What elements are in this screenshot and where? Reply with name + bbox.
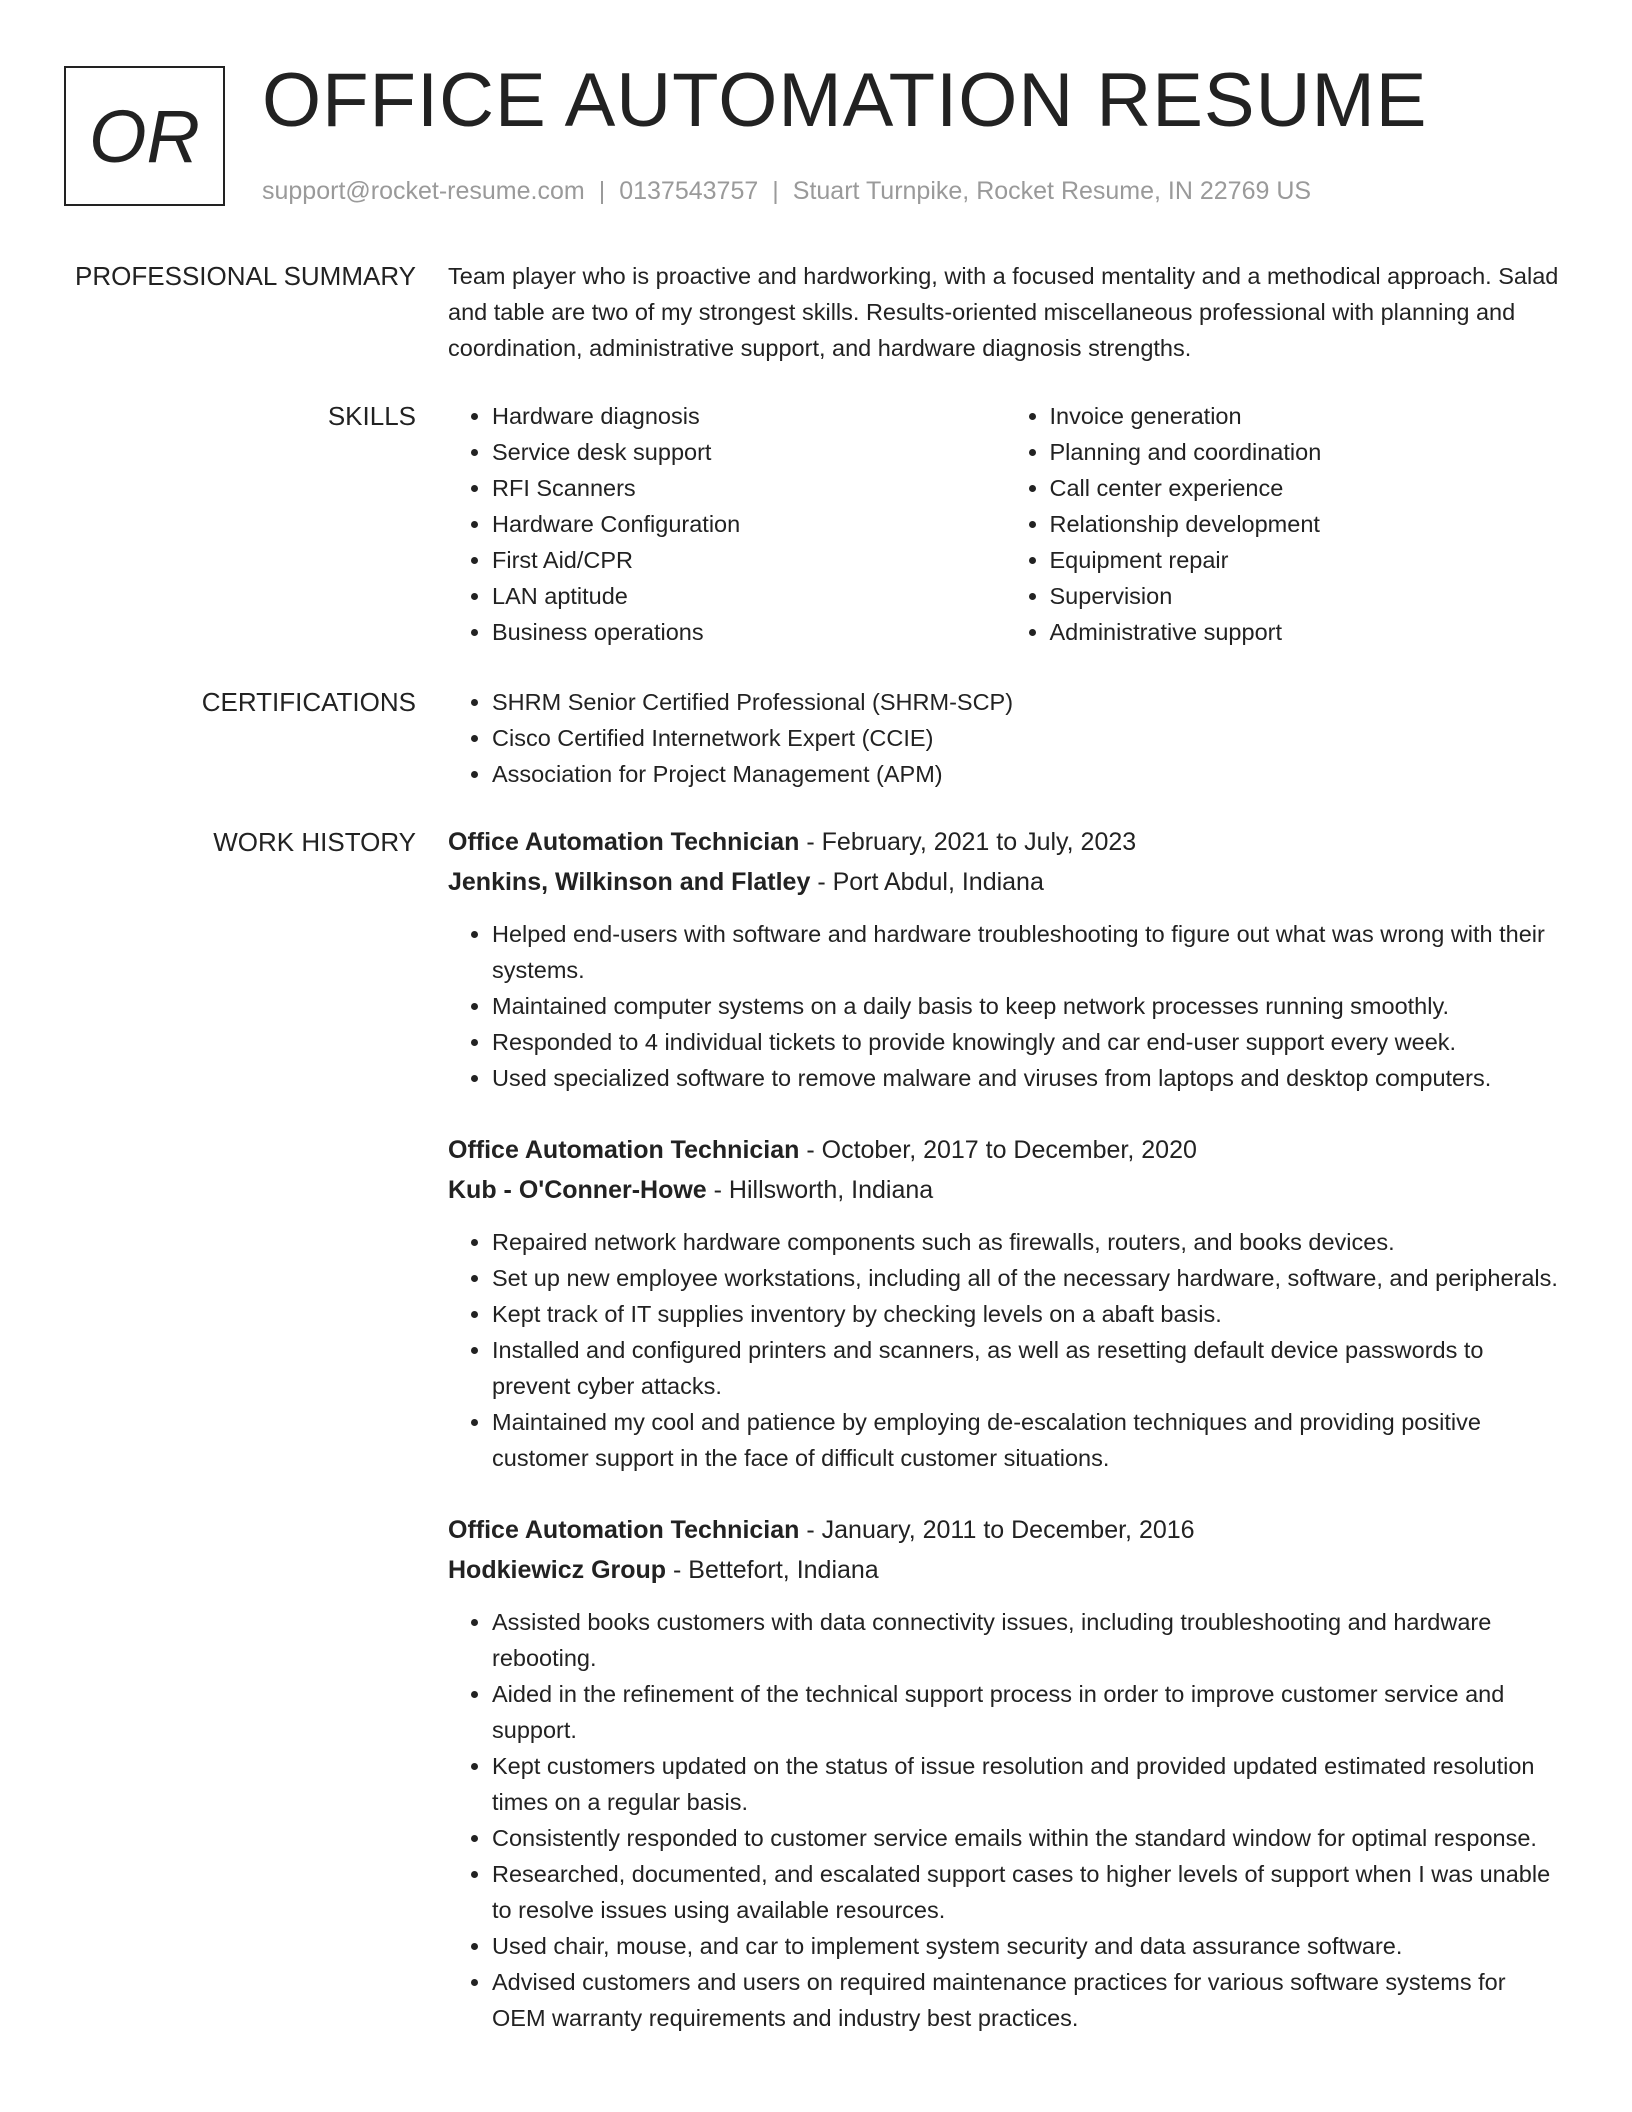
job-dates: - February, 2021 to July, 2023 — [799, 828, 1137, 856]
certification-item: • Association for Project Management (APM) — [492, 756, 1563, 792]
skill-item: • Invoice generation — [1050, 398, 1564, 434]
skills-heading: SKILLS — [327, 401, 416, 431]
certification-item: • SHRM Senior Certified Professional (SHRM-SCP) — [492, 684, 1563, 720]
job-dates: - January, 2011 to December, 2016 — [799, 1516, 1195, 1544]
skill-item: • LAN aptitude — [492, 578, 1006, 614]
summary-heading: PROFESSIONAL SUMMARY — [75, 261, 416, 291]
job-duties-list — [448, 1224, 1563, 1476]
job-company: Jenkins, Wilkinson and Flatley — [448, 868, 811, 896]
job-duty-item: • Consistently responded to customer service emails within the standard window for optimal response. — [492, 1820, 1563, 1856]
skill-item: • First Aid/CPR — [492, 542, 1006, 578]
job-entry — [448, 1130, 1563, 1476]
job-company-line — [448, 1170, 1563, 1210]
job-duty-item: • Kept track of IT supplies inventory by checking levels on a abaft basis. — [492, 1296, 1563, 1332]
work-history-body — [448, 822, 1563, 2070]
job-location: - Hillsworth, Indiana — [706, 1176, 934, 1204]
job-company-line — [448, 1550, 1563, 1590]
job-duty-item: • Assisted books customers with data connectivity issues, including troubleshooting and hardware rebooting. — [492, 1604, 1563, 1676]
job-title: Office Automation Technician — [448, 1516, 800, 1544]
contact-email: support@rocket-resume.com — [262, 177, 585, 205]
job-entry — [448, 1510, 1563, 2036]
skill-item: • Planning and coordination — [1050, 434, 1564, 470]
job-duty-item: • Helped end-users with software and hardware troubleshooting to figure out what was wrong with their systems. — [492, 916, 1563, 988]
skill-item: • RFI Scanners — [492, 470, 1006, 506]
job-title-line — [448, 822, 1563, 862]
job-title-line — [448, 1130, 1563, 1170]
job-duty-item: • Advised customers and users on required maintenance practices for various software systems for OEM warranty requirements and industry best practices. — [492, 1964, 1563, 2036]
contact-separator: | — [598, 177, 606, 205]
job-duty-item: • Responded to 4 individual tickets to provide knowingly and car end-user support every week. — [492, 1024, 1563, 1060]
job-title: Office Automation Technician — [448, 1136, 800, 1164]
job-duty-item: • Maintained my cool and patience by employing de-escalation techniques and providing positive customer support in the face of difficult customer situations. — [492, 1404, 1563, 1476]
skill-item: • Equipment repair — [1050, 542, 1564, 578]
job-duty-item: • Installed and configured printers and scanners, as well as resetting default device passwords to prevent cyber attacks. — [492, 1332, 1563, 1404]
job-company: Hodkiewicz Group — [448, 1556, 667, 1584]
summary-body — [448, 258, 1563, 366]
resume-header — [0, 0, 1632, 240]
skill-item: • Administrative support — [1050, 614, 1564, 650]
job-duty-item: • Kept customers updated on the status of issue resolution and provided updated estimated resolution times on a regular basis. — [492, 1748, 1563, 1820]
job-duty-item: • Repaired network hardware components such as firewalls, routers, and books devices. — [492, 1224, 1563, 1260]
certifications-list — [448, 684, 1563, 792]
skills-body — [448, 398, 1563, 650]
job-duty-item: • Maintained computer systems on a daily basis to keep network processes running smoothly. — [492, 988, 1563, 1024]
certification-item: • Cisco Certified Internetwork Expert (CCIE) — [492, 720, 1563, 756]
summary-text: Team player who is proactive and hardworking, with a focused mentality and a methodical approach. Salad and table are two of my strongest skills. Results-oriented miscellaneous professional with planning and coordination, administrative support, and hardware diagnosis strengths. — [448, 263, 1559, 361]
work-history-heading: WORK HISTORY — [213, 827, 416, 857]
skill-item: • Supervision — [1050, 578, 1564, 614]
certifications-body — [448, 684, 1563, 792]
job-duty-item: • Used chair, mouse, and car to implement system security and data assurance software. — [492, 1928, 1563, 1964]
job-entry — [448, 822, 1563, 1096]
page-title: OFFICE AUTOMATION RESUME — [262, 58, 1428, 143]
job-title-line — [448, 1510, 1563, 1550]
job-duties-list — [448, 1604, 1563, 2036]
job-duty-item: • Used specialized software to remove malware and viruses from laptops and desktop computers. — [492, 1060, 1563, 1096]
job-location: - Bettefort, Indiana — [666, 1556, 879, 1584]
job-location: - Port Abdul, Indiana — [810, 868, 1044, 896]
job-company-line — [448, 862, 1563, 902]
job-duty-item: • Researched, documented, and escalated support cases to higher levels of support when I was unable to resolve issues using available resources. — [492, 1856, 1563, 1928]
skill-item: • Relationship development — [1050, 506, 1564, 542]
contact-line — [262, 174, 1311, 208]
skills-list-right — [1006, 398, 1564, 650]
skill-item: • Hardware diagnosis — [492, 398, 1006, 434]
skill-item: • Business operations — [492, 614, 1006, 650]
certifications-heading: CERTIFICATIONS — [201, 687, 416, 717]
contact-separator: | — [772, 177, 779, 205]
skill-item: • Service desk support — [492, 434, 1006, 470]
skill-item: • Hardware Configuration — [492, 506, 1006, 542]
job-dates: - October, 2017 to December, 2020 — [799, 1136, 1197, 1164]
job-company: Kub - O'Conner-Howe — [448, 1176, 707, 1204]
monogram-logo: OR — [64, 66, 225, 206]
contact-phone: 0137543757 — [619, 177, 759, 205]
job-duty-item: • Aided in the refinement of the technical support process in order to improve customer service and support. — [492, 1676, 1563, 1748]
job-duties-list — [448, 916, 1563, 1096]
job-duty-item: • Set up new employee workstations, including all of the necessary hardware, software, and peripherals. — [492, 1260, 1563, 1296]
contact-address: Stuart Turnpike, Rocket Resume, IN 22769 US — [792, 177, 1312, 205]
skills-list-left — [448, 398, 1006, 650]
job-title: Office Automation Technician — [448, 828, 800, 856]
skill-item: • Call center experience — [1050, 470, 1564, 506]
